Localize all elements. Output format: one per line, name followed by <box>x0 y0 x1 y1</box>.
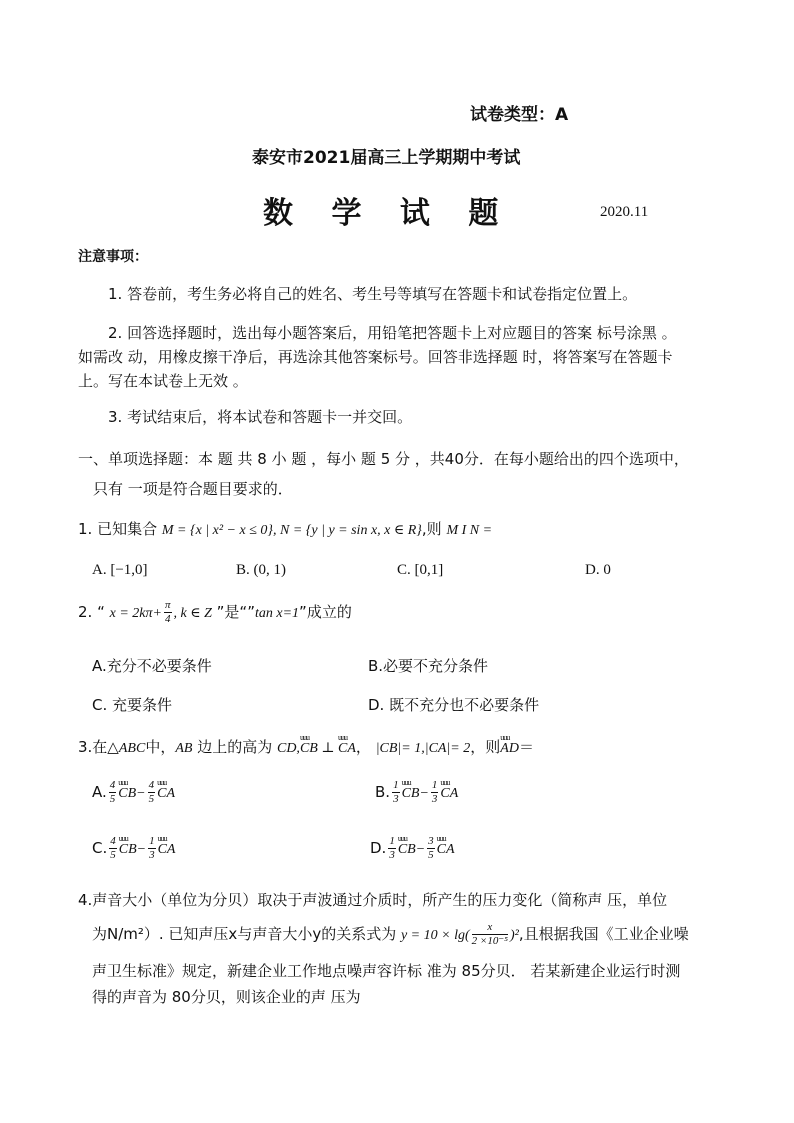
q3-b-coef-2: $\frac{1}{3}$ <box>431 779 438 805</box>
q3-a-coef-1: $\frac{4}{5}$ <box>109 779 116 805</box>
q3-d-vector-2: uuu CA <box>437 842 455 858</box>
q3-d-vector-1: uuu CB <box>398 842 416 858</box>
q3-perp: ⊥ <box>317 741 338 756</box>
q3-d-operator: − <box>415 842 426 857</box>
q2-expression-c: tan x=1 <box>254 606 300 621</box>
q3-vector-cb: uuu CB <box>300 741 318 757</box>
q1-number: 1. 已知集合 <box>78 520 158 538</box>
q3-option-b-label: B. <box>375 783 391 801</box>
q2-option-d[interactable]: D. 既不充分也不必要条件 <box>368 696 540 714</box>
q3-option-d[interactable] <box>370 836 455 861</box>
q3-text-b: 中， <box>145 738 176 756</box>
q3-vector-ad: uuu AD <box>500 741 519 757</box>
q4-line-1: 4.声音大小（单位为分贝）取决于声波通过介质时，所产生的压力变化（简称声 压，单位 <box>78 891 668 909</box>
notes-item-3: 3. 考试结束后，将本试卷和答题卡一并交回。 <box>108 408 413 426</box>
q2-frac-numerator: π <box>164 599 171 611</box>
q3-b-coef-1: $\frac{1}{3}$ <box>393 779 399 805</box>
q3-abc: ABC <box>118 741 146 756</box>
q3-vector-ca: uuu CA <box>338 741 356 757</box>
question-3 <box>78 736 534 757</box>
q1-option-b[interactable]: B. (0, 1) <box>236 562 286 578</box>
q3-c-operator: − <box>136 842 147 857</box>
question-2 <box>78 600 352 625</box>
q3-c-coef-1: $\frac{4}{5}$ <box>110 835 116 861</box>
q4-line-4: 得的声音为 80分贝，则该企业的声 压为 <box>92 988 361 1006</box>
q4-fraction <box>472 922 508 947</box>
q4-frac-denominator: 2 ×10⁻⁵ <box>471 935 508 947</box>
q2-option-c[interactable]: C. 充要条件 <box>92 696 173 714</box>
q3-text-a: 3.在△ <box>78 738 119 756</box>
paper-type: 试卷类型：A <box>470 105 569 125</box>
q1-option-a[interactable]: A. [−1,0] <box>92 562 148 578</box>
q4-frac-numerator: x <box>472 922 508 935</box>
q3-text-e: ，则 <box>470 738 501 756</box>
q3-a-coef-2: $\frac{4}{5}$ <box>148 779 155 805</box>
q2-expression-b: , k ∈ Z <box>173 606 212 621</box>
q3-ab: AB <box>175 741 193 756</box>
q1-tail: ,则 <box>421 520 442 538</box>
notes-item-2-line-2: 如需改 动，用橡皮擦干净后，再选涂其他答案标号。回答非选择题 时，将答案写在答题卡 <box>78 348 673 366</box>
q4-formula-b: )² <box>509 928 519 943</box>
q2-number: 2. “ <box>78 603 105 621</box>
q3-c-vector-2: uuu CA <box>158 842 176 858</box>
q3-cd: CD, <box>276 741 300 756</box>
q4-line-3: 声卫生标准》规定，新建企业工作地点噪声容许标 准为 85分贝． 若某新建企业运行时测 <box>92 962 681 980</box>
q1-option-c[interactable]: C. [0,1] <box>397 562 444 578</box>
q3-b-vector-2: uuu CA <box>440 786 458 802</box>
exam-title: 泰安市2021届高三上学期期中考试 <box>252 148 521 168</box>
notes-item-2-line-3: 上。写在本试卷上无效 。 <box>78 372 248 390</box>
q1-option-d[interactable]: D. 0 <box>585 562 611 578</box>
q3-moduli: |CB|= 1,|CA|= 2 <box>375 741 471 756</box>
q3-option-a-label: A. <box>92 783 107 801</box>
q2-tail: ”成立的 <box>299 603 352 621</box>
q2-middle: ”是“” <box>216 603 255 621</box>
q3-option-c[interactable] <box>92 836 175 861</box>
q2-option-a[interactable]: A.充分不必要条件 <box>92 657 212 675</box>
q3-c-coef-2: $\frac{1}{3}$ <box>149 835 155 861</box>
q2-expression-a: x = 2kπ+ <box>109 606 162 621</box>
q1-expression: M = {x | x² − x ≤ 0}, N = {y | y = sin x, x ∈ R} <box>161 523 422 538</box>
section1-heading: 一、单项选择题：本 题 共 8 小 题 ，每小 题 5 分 ，共40分．在每小题给出的四个选项中， <box>78 450 689 468</box>
q3-text-f: ＝ <box>518 738 534 756</box>
q3-a-vector-1: uuu CB <box>118 786 136 802</box>
exam-date: 2020.11 <box>600 204 649 220</box>
q4-line-2-a: 为N/m²）. 已知声压x与声音大小y的关系式为 <box>92 925 401 943</box>
q3-option-c-label: C. <box>92 839 108 857</box>
q3-text-c: 边上的高为 <box>192 738 277 756</box>
q3-option-a[interactable] <box>92 780 175 805</box>
q2-fraction <box>164 600 172 625</box>
q4-line-2 <box>92 922 689 947</box>
q1-ask: M I N = <box>446 523 493 538</box>
subject-title: 数 学 试 题 <box>263 196 513 231</box>
notes-item-1: 1. 答卷前，考生务必将自己的姓名、考生号等填写在答题卡和试卷指定位置上。 <box>108 285 638 303</box>
q3-text-d: ， <box>355 738 371 756</box>
q3-option-b[interactable] <box>375 780 458 805</box>
q2-frac-denominator: 4 <box>164 613 171 625</box>
q3-a-vector-2: uuu CA <box>157 786 175 802</box>
q2-option-b[interactable]: B.必要不充分条件 <box>368 657 489 675</box>
q3-d-coef-1: $\frac{1}{3}$ <box>389 835 395 861</box>
q3-c-vector-1: uuu CB <box>119 842 137 858</box>
section1-subheading: 只有 一项是符合题目要求的． <box>93 480 293 498</box>
q3-b-vector-1: uuu CB <box>402 786 420 802</box>
q3-a-operator: − <box>136 786 146 801</box>
q3-b-operator: − <box>419 786 429 801</box>
q3-d-coef-2: $\frac{3}{5}$ <box>428 835 434 861</box>
q4-line-2-b: ,且根据我国《工业企业噪 <box>518 925 689 943</box>
question-1 <box>78 518 492 539</box>
q4-formula-a: y = 10 × lg( <box>400 928 470 943</box>
notes-item-2-line-1: 2. 回答选择题时，选出每小题答案后，用铅笔把答题卡上对应题目的答案 标号涂黑 。 <box>108 324 677 342</box>
notes-heading: 注意事项： <box>78 249 148 265</box>
q3-option-d-label: D. <box>370 839 387 857</box>
